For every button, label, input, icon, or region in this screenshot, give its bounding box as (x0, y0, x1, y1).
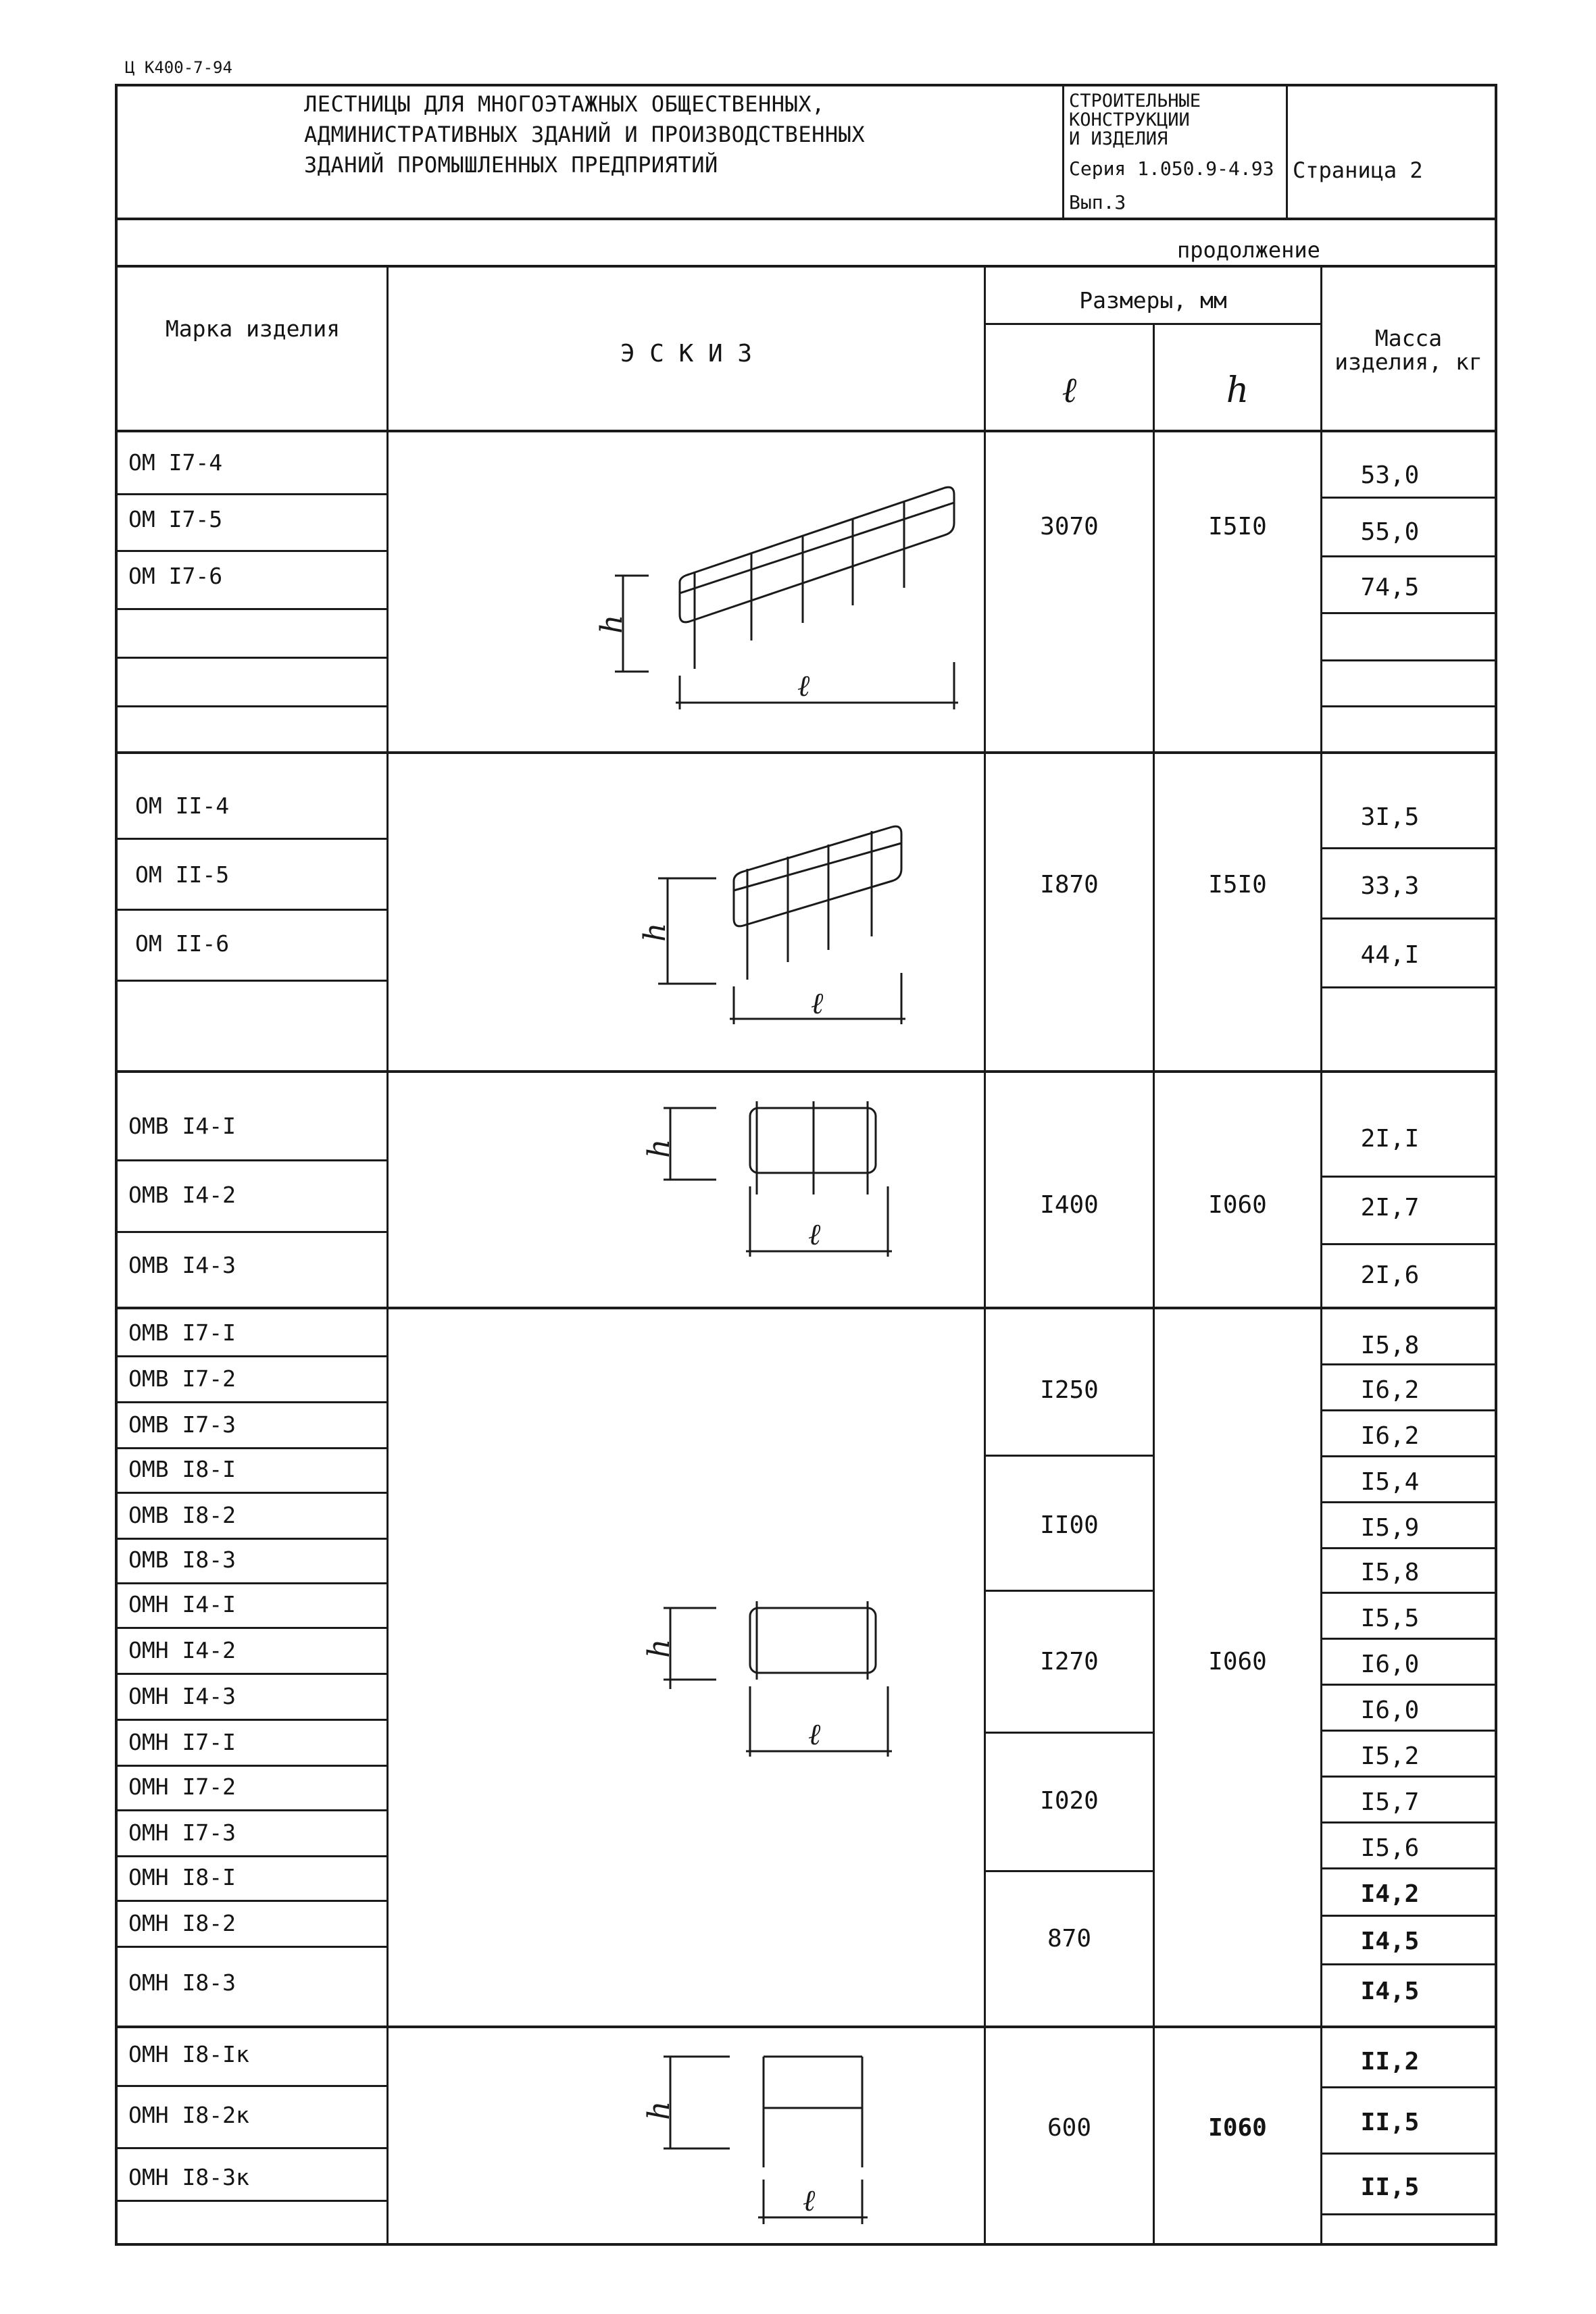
sketch-railing-omv14 (642, 1095, 905, 1263)
title-line-2: АДМИНИСТРАТИВНЫХ ЗДАНИЙ И ПРОИЗВОДСТВЕННЫХ (304, 122, 866, 147)
mass-cell: I5,4 (1360, 1468, 1420, 1496)
mass-cell: I4,5 (1360, 1928, 1420, 1955)
frame-right-border (1495, 84, 1497, 2246)
header-h: h (1226, 370, 1249, 411)
mark-cell: ОМН I7-2 (128, 1774, 236, 1800)
mass-cell: 33,3 (1360, 872, 1420, 900)
mark-cell: ОМ II-4 (135, 793, 230, 819)
continuation-label: продолжение (1177, 237, 1320, 263)
l-value: I400 (1040, 1191, 1099, 1219)
group-separator (115, 751, 1497, 754)
sketch-railing-om11 (638, 818, 919, 1040)
l-value: II00 (1040, 1511, 1099, 1539)
mark-cell: ОМВ I4-3 (128, 1252, 236, 1278)
svg-text:h: h (642, 2101, 676, 2120)
l-value: I250 (1040, 1376, 1099, 1404)
mass-cell: 2I,7 (1360, 1194, 1420, 1222)
mark-cell: ОМН I7-3 (128, 1819, 236, 1846)
mark-cell: ОМ II-6 (135, 930, 230, 957)
h-value: I060 (1208, 1191, 1267, 1219)
mark-cell: ОМ I7-6 (128, 563, 223, 589)
mark-cell: ОМВ I7-2 (128, 1365, 236, 1392)
mark-cell: ОМВ I7-I (128, 1319, 236, 1346)
mark-cell: ОМ I7-5 (128, 506, 223, 532)
mass-cell: I5,5 (1360, 1605, 1420, 1632)
header-sizes: Размеры, мм (1079, 287, 1227, 313)
l-subgroup-line (984, 1590, 1153, 1592)
mark-cell: ОМН I8-Iк (128, 2041, 249, 2067)
l-value: I020 (1040, 1787, 1099, 1815)
title-line-3: ЗДАНИЙ ПРОМЫШЛЕННЫХ ПРЕДПРИЯТИЙ (304, 152, 718, 178)
mark-cell: ОМВ I4-2 (128, 1182, 236, 1208)
mass-cell: 2I,6 (1360, 1261, 1420, 1289)
l-subgroup-line (984, 1870, 1153, 1872)
header-bottom-line (115, 430, 1497, 432)
mass-cell: I6,2 (1360, 1422, 1420, 1450)
mass-cell: II,2 (1360, 2048, 1420, 2076)
mass-cell: I6,2 (1360, 1376, 1420, 1404)
l-subgroup-line (984, 1732, 1153, 1734)
l-value: 870 (1047, 1925, 1092, 1953)
mark-cell: ОМ II-5 (135, 861, 230, 888)
svg-text:ℓ: ℓ (808, 1217, 821, 1252)
svg-text:ℓ: ℓ (797, 669, 810, 703)
sizes-header-line (984, 323, 1322, 325)
mark-cell: ОМН I7-I (128, 1729, 236, 1755)
mark-cell: ОМН I8-2к (128, 2102, 249, 2128)
header-mass: Масса изделия, кг (1335, 325, 1482, 375)
mass-cell: I5,8 (1360, 1332, 1420, 1359)
mark-cell: ОМН I4-2 (128, 1637, 236, 1663)
title-divider-1 (1062, 84, 1064, 219)
mark-cell: ОМН I4-3 (128, 1683, 236, 1709)
l-value: 3070 (1040, 513, 1099, 540)
title-line-1: ЛЕСТНИЦЫ ДЛЯ МНОГОЭТАЖНЫХ ОБЩЕСТВЕННЫХ, (304, 91, 825, 117)
l-value: I870 (1040, 871, 1099, 899)
mark-cell: ОМН I8-2 (128, 1910, 236, 1936)
mass-cell: I5,8 (1360, 1559, 1420, 1586)
svg-text:ℓ: ℓ (811, 986, 824, 1021)
table-bottom-border (115, 2243, 1497, 2246)
mass-cell: 2I,I (1360, 1125, 1420, 1153)
sketch-railing-omn18k (642, 2047, 878, 2230)
group-separator (115, 1307, 1497, 1309)
mass-cell: I5,6 (1360, 1834, 1420, 1862)
mass-cell: 74,5 (1360, 574, 1420, 601)
mass-cell: 53,0 (1360, 461, 1420, 489)
l-value: 600 (1047, 2114, 1092, 2142)
h-value: I060 (1208, 1648, 1267, 1676)
group-separator (115, 2026, 1497, 2028)
issue-number: Вып.3 (1069, 191, 1126, 213)
h-value: I5I0 (1208, 513, 1267, 540)
mark-cell: ОМН I8-3к (128, 2164, 249, 2190)
document-code: Ц К400-7-94 (125, 58, 232, 77)
mass-cell: I4,5 (1360, 1978, 1420, 2005)
svg-text:ℓ: ℓ (808, 1717, 821, 1752)
svg-text:h: h (642, 1638, 676, 1658)
mark-cell: ОМВ I8-2 (128, 1502, 236, 1528)
mark-cell: ОМН I4-I (128, 1591, 236, 1617)
mass-cell: I6,0 (1360, 1696, 1420, 1724)
l-subgroup-line (984, 1455, 1153, 1457)
header-sketch: Э С К И З (620, 340, 753, 368)
series-line-1: СТРОИТЕЛЬНЫЕ (1069, 91, 1201, 111)
frame-left-border (115, 84, 118, 2246)
header-l: ℓ (1062, 370, 1077, 411)
mark-cell: ОМН I8-I (128, 1864, 236, 1890)
title-block-bottom-border (115, 218, 1497, 220)
mass-cell: I6,0 (1360, 1651, 1420, 1678)
mark-cell: ОМВ I8-3 (128, 1546, 236, 1573)
svg-text:h: h (642, 1138, 676, 1158)
mass-cell: 55,0 (1360, 518, 1420, 546)
l-value: I270 (1040, 1648, 1099, 1676)
mark-cell: ОМВ I7-3 (128, 1411, 236, 1438)
mark-cell: ОМ I7-4 (128, 449, 223, 476)
col-line-l (1153, 323, 1155, 2246)
svg-text:h: h (595, 614, 629, 634)
mass-cell: 3I,5 (1360, 803, 1420, 831)
header-mark: Марка изделия (165, 316, 341, 342)
sketch-railing-omn (642, 1594, 905, 1763)
series-number: Серия 1.050.9-4.93 (1069, 157, 1274, 180)
mass-cell: II,5 (1360, 2109, 1420, 2136)
h-value: I5I0 (1208, 871, 1267, 899)
page-label: Страница 2 (1293, 157, 1423, 183)
table-top-border (115, 265, 1497, 268)
mark-cell: ОМН I8-3 (128, 1969, 236, 1996)
series-line-3: И ИЗДЕЛИЯ (1069, 128, 1168, 149)
sketch-railing-om17 (595, 466, 973, 723)
svg-text:ℓ: ℓ (803, 2184, 816, 2218)
mass-cell: I5,7 (1360, 1788, 1420, 1816)
mass-cell: 44,I (1360, 941, 1420, 969)
mass-cell: I5,9 (1360, 1514, 1420, 1542)
mass-cell: II,5 (1360, 2173, 1420, 2201)
group-separator (115, 1070, 1497, 1073)
mark-cell: ОМВ I8-I (128, 1456, 236, 1482)
mass-cell: I4,2 (1360, 1880, 1420, 1908)
title-divider-2 (1286, 84, 1288, 219)
mark-cell: ОМВ I4-I (128, 1113, 236, 1139)
title-block-top-border (115, 84, 1497, 86)
h-value: I060 (1208, 2114, 1267, 2142)
col-line-mark (386, 265, 389, 2246)
svg-text:h: h (638, 922, 672, 942)
mass-cell: I5,2 (1360, 1742, 1420, 1770)
series-line-2: КОНСТРУКЦИИ (1069, 109, 1190, 130)
